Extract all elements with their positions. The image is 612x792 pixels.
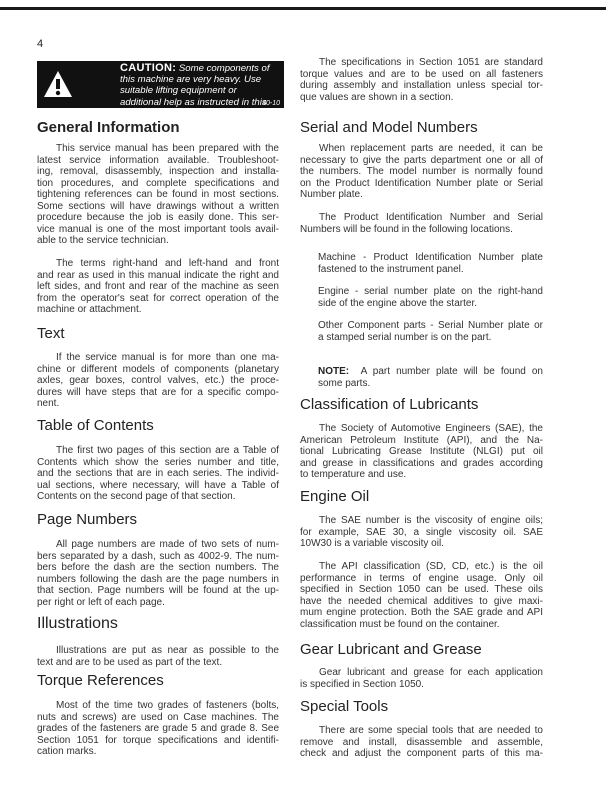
paragraph-toc [37, 445, 279, 503]
text-line: and the sections that are in each series. The individ- [37, 468, 279, 479]
text-line: tion procedures, and complete specifications and [37, 177, 279, 189]
text-line: Other Component parts - Serial Number plate or [318, 320, 543, 331]
paragraph-specifications [300, 57, 543, 103]
text-line: ual sections, where necessary, will have a Table of [37, 479, 279, 491]
text-line: on the Product Identification Number plate or Serial [300, 177, 543, 189]
text-line: specified in Section 1050 can be used. These oils [300, 584, 543, 595]
text-line: Most of the time two grades of fasteners (bolts, [56, 700, 279, 711]
paragraph-serial-1 [300, 143, 543, 201]
text-line: nuts and screws) are used on Case machines. The [37, 711, 279, 723]
text-line: que values are shown in a section. [300, 91, 454, 103]
location-machine [318, 252, 543, 275]
location-other [318, 320, 543, 343]
text-line: Illustrations are put as near as possible to the [56, 645, 279, 656]
text-line: All page numbers are made of two sets of num- [56, 539, 279, 550]
text-line: to temperature and use. [300, 469, 407, 480]
paragraph-illustrations [37, 645, 279, 668]
text-line: mum engine protection. Both the SAE grade and API [300, 607, 543, 618]
text-line: Numbers will be found in the following locations. [300, 223, 513, 235]
warning-triangle-icon [43, 69, 73, 99]
text-line: numbers following the dash are the page numbers in [37, 573, 279, 585]
text-line: The Society of Automotive Engineers (SAE), the [319, 423, 543, 434]
text-line: If the service manual is for more than one ma- [56, 352, 279, 363]
text-line: The API classification (SD, CD, etc.) is the oil [319, 561, 543, 572]
text-line: latest service information available. Troubleshoot- [37, 154, 279, 166]
heading-illustrations: Illustrations [37, 615, 118, 632]
text-line: fastened to the instrument panel. [318, 263, 464, 275]
note-line-1: A part number plate will be found on [360, 366, 543, 377]
text-line: torque values and are to be used on all fasteners [300, 68, 543, 80]
paragraph-page-numbers [37, 539, 279, 608]
paragraph-torque [37, 700, 279, 758]
text-line: Number plate. [300, 189, 363, 200]
text-line: classification must be found on the container. [300, 618, 500, 630]
page-number: 4 [37, 38, 44, 50]
heading-table-of-contents: Table of Contents [37, 417, 154, 434]
text-line: side of the engine above the starter. [318, 297, 477, 309]
text-line: necessary to give the parts department one or all of [300, 154, 543, 166]
text-line: axles, gear boxes, control valves, etc.) the proce- [37, 375, 279, 386]
paragraph-engine-oil-1 [300, 515, 543, 550]
text-line: The specifications in Section 1051 are standard [319, 57, 543, 68]
text-line: tightening references can be found in most sections. [37, 189, 279, 200]
note [318, 366, 543, 389]
paragraph-general-2 [37, 258, 279, 316]
location-engine [318, 286, 543, 309]
text-line: nent. [37, 398, 60, 409]
text-line: tional Lubricating Grease Institute (NLGI) put oil [300, 446, 543, 457]
paragraph-general-1 [37, 143, 279, 247]
text-line: 10W30 is a variable viscosity oil. [300, 538, 444, 549]
note-line-2: some parts. [318, 377, 371, 389]
text-line: able to the service technician. [37, 235, 169, 246]
text-line: ing, removal, disassembly, inspection and installa- [37, 166, 279, 177]
text-line: Contents on the second page of that section. [37, 491, 236, 502]
caution-code: 40-10 [262, 100, 280, 107]
caution-message: Some components of this machine are very heavy. Use suitable lifting equipment or additional help as instructed in this service manual. [120, 63, 270, 119]
paragraph-serial-2 [300, 212, 543, 235]
heading-gear-lubricant-grease: Gear Lubricant and Grease [300, 641, 482, 658]
text-line: procedure because the job is easily done. This ser- [37, 212, 279, 223]
text-line: Some sections will have drawings without a written [37, 200, 279, 212]
caution-label: CAUTION: [120, 62, 177, 74]
text-line: The terms right-hand and left-hand and front [56, 258, 279, 269]
text-line: text and are to be used as part of the text. [37, 656, 223, 668]
top-rule [0, 7, 606, 10]
text-line: Gear lubricant and grease for each application [319, 667, 543, 678]
text-line: machine or attachment. [37, 304, 142, 315]
text-line: a stamped serial number is on the part. [318, 331, 492, 343]
text-line: Engine - serial number plate on the right-hand [318, 286, 543, 297]
text-line: and grease in classifications and grades according [300, 457, 543, 469]
text-line: from the operator's seat for correct operation of the [37, 292, 279, 304]
text-line: bers separated by a dash, such as 4002-9. The num- [37, 550, 279, 562]
heading-general-information: General Information [37, 119, 180, 136]
text-line: This service manual has been prepared with the [56, 143, 279, 154]
text-line: Contents which show the series number and title, [37, 456, 279, 468]
text-line: When replacement parts are needed, it can be [319, 143, 543, 154]
text-line: Machine - Product Identification Number plate [318, 252, 543, 263]
text-line: the numbers. The model number is normally found [300, 166, 543, 177]
text-line: remove and install, disassemble and assemble, [300, 736, 543, 748]
heading-torque-references: Torque References [37, 672, 164, 689]
text-line: and rear as used in this manual indicate the right and [37, 269, 279, 281]
text-line: The SAE number is the viscosity of engine oils; [319, 515, 543, 526]
caution-box [37, 61, 284, 119]
text-line: dures will have steps that are for a specific compo- [37, 386, 279, 398]
note-label: NOTE: [318, 366, 350, 377]
text-line: performance in terms of engine usage. Only oil [300, 572, 543, 584]
text-line: have the needed chemical additives to give maxi- [300, 595, 543, 607]
text-line: that section. Page numbers will be found at the up- [37, 585, 279, 596]
text-line: per right or left of each page. [37, 596, 165, 608]
heading-engine-oil: Engine Oil [300, 488, 370, 505]
text-line: left sides, and front and rear of the machine as seen [37, 281, 279, 292]
heading-special-tools: Special Tools [300, 698, 389, 715]
text-line: American Petroleum Institute (API), and the Na- [300, 434, 543, 446]
text-line: cation marks. [37, 746, 97, 757]
text-line: during assembly and installation unless special tor- [300, 80, 543, 91]
text-line: check and adjust the component parts of this ma- [300, 748, 543, 759]
text-line: for example, SAE 30, a single viscosity oil. SAE [300, 526, 543, 538]
caution-text [120, 63, 280, 119]
text-line: chine or different models of components (planetary [37, 363, 279, 375]
paragraph-special-tools [300, 725, 543, 760]
heading-classification-of-lubricants: Classification of Lubricants [300, 396, 479, 413]
text-line: bers before the dash are the section numbers. The [37, 562, 279, 573]
text-line: The first two pages of this section are a Table of [56, 445, 279, 456]
heading-text: Text [37, 325, 65, 342]
paragraph-engine-oil-2 [300, 561, 543, 630]
paragraph-gear [300, 667, 543, 690]
text-line: grades of the fasteners are grade 5 and grade 8. See [37, 723, 279, 734]
paragraph-classification [300, 423, 543, 481]
heading-serial-model-numbers: Serial and Model Numbers [300, 119, 478, 136]
text-line: The Product Identification Number and Serial [319, 212, 543, 223]
text-line: There are some special tools that are needed to [319, 725, 543, 736]
paragraph-text [37, 352, 279, 410]
text-line: Section 1051 for torque specifications and identifi- [37, 734, 279, 746]
text-line: is specified in Section 1050. [300, 678, 424, 690]
heading-page-numbers: Page Numbers [37, 511, 138, 528]
text-line: vice manual is one of the most important tools avail- [37, 223, 279, 235]
